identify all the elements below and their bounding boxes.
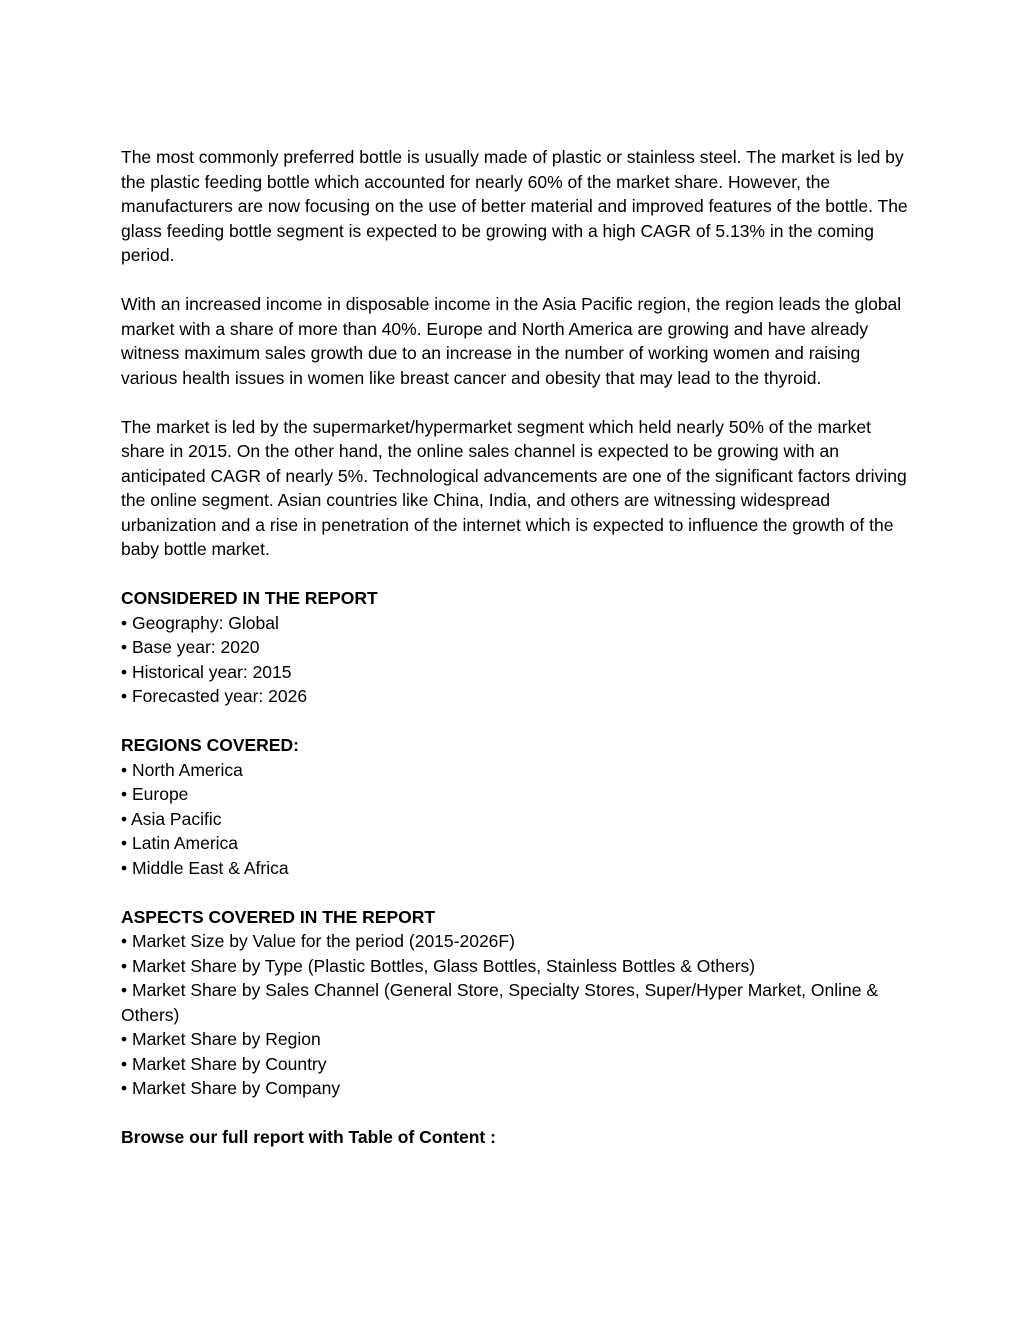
list-item: • Asia Pacific — [121, 808, 222, 829]
section-regions — [121, 733, 911, 880]
document-page — [121, 145, 911, 1150]
list-item: • Market Share by Sales Channel (General Store, Specialty Stores, Super/Hyper Market, Online & Others) — [121, 980, 879, 1025]
list-item: • Market Share by Type (Plastic Bottles, Glass Bottles, Stainless Bottles & Others) — [121, 955, 756, 976]
list-item: • Market Share by Region — [121, 1029, 321, 1049]
list-item: • Market Share by Country — [121, 1053, 327, 1074]
list-considered — [121, 611, 911, 709]
list-item: • Historical year: 2015 — [121, 661, 292, 682]
paragraph-bottle-materials: The most commonly preferred bottle is usually made of plastic or stainless steel. The market is led by the plastic feeding bottle which accounted for nearly 60% of the market share. However, the manufacturers are now focusing on the use of better material and improved features of the bottle. The glass feeding bottle segment is expected to be growing with a high CAGR of 5.13% in the coming period. — [121, 147, 908, 265]
list-item: • North America — [121, 759, 243, 780]
section-considered — [121, 586, 911, 709]
heading-considered: CONSIDERED IN THE REPORT — [121, 588, 378, 608]
list-item: • Market Share by Company — [121, 1078, 341, 1098]
browse-report-text: Browse our full report with Table of Content : — [121, 1127, 496, 1147]
list-item: • Forecasted year: 2026 — [121, 686, 308, 706]
heading-aspects: ASPECTS COVERED IN THE REPORT — [121, 906, 436, 927]
heading-regions: REGIONS COVERED: — [121, 735, 299, 755]
list-item: • Europe — [121, 784, 189, 804]
list-regions — [121, 758, 911, 881]
list-item: • Geography: Global — [121, 612, 279, 633]
paragraph-sales-channel: The market is led by the supermarket/hypermarket segment which held nearly 50% of the market share in 2015. On the other hand, the online sales channel is expected to be growing with an anticipated CAGR of nearly 5%. Technological advancements are one of the significant factors driving the online segment. Asian countries like China, India, and others are witnessing widespread urbanization and a rise in penetration of the internet which is expected to influence the growth of the baby bottle market. — [121, 416, 907, 559]
list-item: • Latin America — [121, 833, 239, 853]
paragraph-asia-pacific: With an increased income in disposable income in the Asia Pacific region, the region leads the global market with a share of more than 40%. Europe and North America are growing and have already witness maximum sales growth due to an increase in the number of working women and raising various health issues in women like breast cancer and obesity that may lead to the thyroid. — [121, 294, 902, 388]
list-item: • Base year: 2020 — [121, 637, 260, 657]
section-aspects — [121, 905, 911, 1101]
list-item: • Market Size by Value for the period (2015-2026F) — [121, 931, 515, 951]
list-item: • Middle East & Africa — [121, 857, 289, 878]
list-aspects — [121, 929, 911, 1101]
